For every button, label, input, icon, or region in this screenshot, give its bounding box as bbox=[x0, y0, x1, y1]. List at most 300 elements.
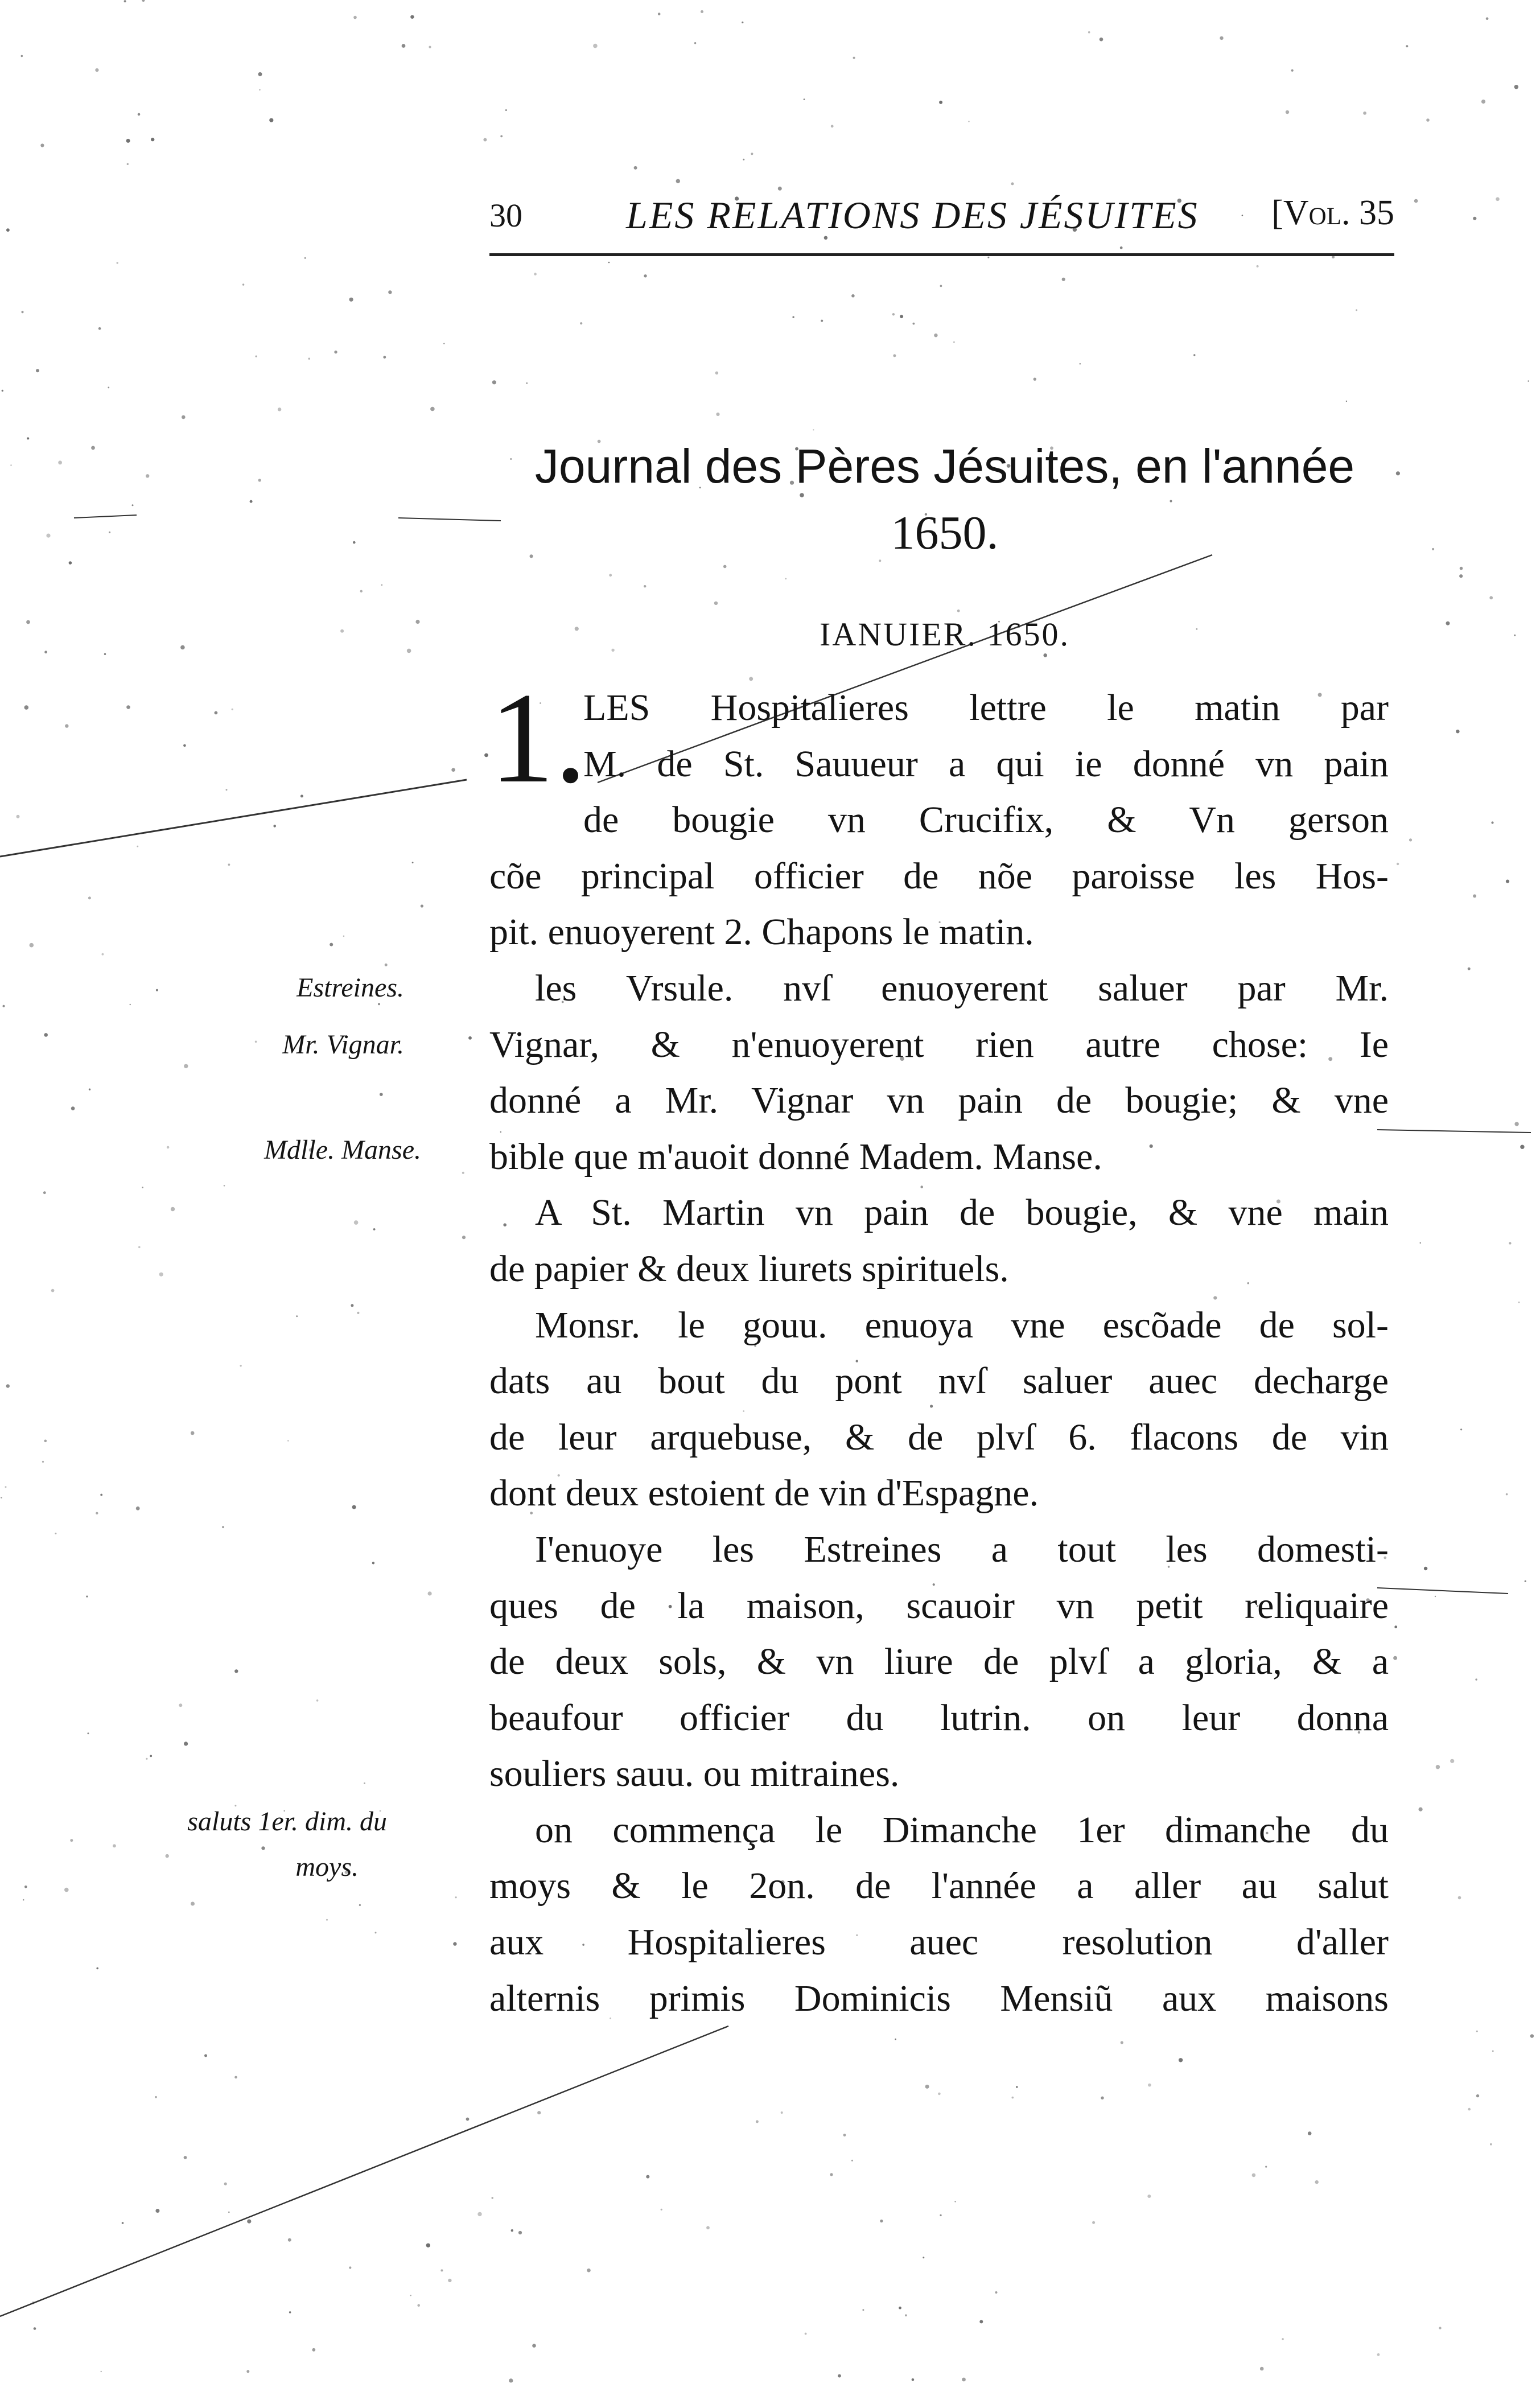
scan-speck bbox=[608, 262, 610, 264]
scan-speck bbox=[124, 0, 126, 2]
scan-speck bbox=[184, 1064, 188, 1068]
scan-speck bbox=[1346, 401, 1347, 402]
scan-speck bbox=[440, 2269, 443, 2271]
scan-speck bbox=[580, 322, 582, 324]
scan-speck bbox=[905, 2314, 907, 2316]
scan-speck bbox=[234, 1669, 238, 1673]
scan-stroke bbox=[398, 518, 501, 521]
body-line: A St. Martin vn pain de bougie, & vne main bbox=[535, 1192, 1389, 1234]
scan-speck bbox=[417, 2304, 420, 2307]
scan-speck bbox=[132, 504, 134, 506]
scan-speck bbox=[1435, 1596, 1436, 1597]
scan-speck bbox=[587, 2269, 591, 2273]
scan-speck bbox=[1080, 363, 1081, 365]
scan-speck bbox=[1396, 471, 1400, 475]
scan-speck bbox=[101, 2371, 102, 2372]
scan-speck bbox=[184, 2156, 187, 2159]
scan-speck bbox=[1420, 1242, 1421, 1244]
scan-speck bbox=[64, 1888, 69, 1892]
scan-speck bbox=[1363, 112, 1366, 115]
scan-speck bbox=[1446, 621, 1450, 625]
scan-speck bbox=[109, 532, 110, 533]
scan-speck bbox=[10, 464, 12, 466]
scan-speck bbox=[1101, 2097, 1103, 2100]
month-label: IANUIER. 1650. bbox=[820, 616, 1070, 653]
scan-speck bbox=[1426, 118, 1430, 122]
scan-speck bbox=[288, 2238, 291, 2242]
scan-speck bbox=[1473, 217, 1476, 220]
scan-speck bbox=[55, 1533, 56, 1534]
scan-speck bbox=[228, 863, 230, 866]
scan-speck bbox=[180, 645, 185, 650]
scan-speck bbox=[953, 341, 955, 343]
scan-speck bbox=[122, 2222, 124, 2224]
scan-speck bbox=[44, 1440, 47, 1443]
scan-speck bbox=[224, 1185, 225, 1187]
scan-speck bbox=[934, 334, 937, 337]
scan-speck bbox=[1481, 100, 1485, 104]
scan-stroke bbox=[1377, 1130, 1531, 1133]
scan-speck bbox=[58, 460, 62, 464]
body-line: alternis primis Dominicis Mensiũ aux maisons bbox=[489, 1977, 1389, 2019]
scan-speck bbox=[899, 2307, 901, 2310]
scan-speck bbox=[1439, 2327, 1441, 2329]
scan-speck bbox=[1509, 1242, 1511, 1244]
scan-speck bbox=[1491, 821, 1493, 824]
body-line: donné a Mr. Vignar vn pain de bougie; & vne bbox=[489, 1080, 1389, 1122]
scan-speck bbox=[1409, 838, 1412, 841]
scan-speck bbox=[1100, 38, 1103, 42]
scan-speck bbox=[518, 2231, 522, 2234]
scan-speck bbox=[95, 68, 98, 72]
scan-speck bbox=[1394, 1625, 1397, 1628]
scan-speck bbox=[258, 479, 261, 481]
scan-speck bbox=[146, 1758, 147, 1760]
scan-speck bbox=[1043, 653, 1047, 657]
journal-heading bbox=[501, 433, 1389, 567]
scan-speck bbox=[1121, 2041, 1123, 2044]
scan-speck bbox=[24, 1886, 27, 1888]
scan-speck bbox=[215, 711, 218, 715]
scan-speck bbox=[843, 2134, 846, 2136]
scan-speck bbox=[1265, 2166, 1267, 2168]
scan-speck bbox=[108, 387, 109, 389]
page-number: 30 bbox=[489, 197, 522, 234]
scan-speck bbox=[98, 327, 101, 330]
scan-stroke bbox=[74, 515, 137, 518]
scan-speck bbox=[224, 2183, 227, 2185]
scan-speck bbox=[1286, 110, 1289, 114]
body-line: de papier & deux liurets spirituels. bbox=[489, 1248, 1009, 1290]
scan-speck bbox=[1424, 1567, 1427, 1570]
scan-speck bbox=[831, 125, 834, 127]
scan-speck bbox=[821, 320, 823, 322]
scan-speck bbox=[979, 2320, 983, 2323]
scan-speck bbox=[511, 2229, 513, 2232]
scan-speck bbox=[117, 262, 118, 264]
scan-speck bbox=[375, 1932, 377, 1933]
scan-speck bbox=[191, 1902, 195, 1906]
scan-speck bbox=[182, 415, 186, 419]
scan-speck bbox=[1476, 2094, 1479, 2097]
scan-speck bbox=[410, 2295, 411, 2296]
month-heading bbox=[501, 615, 1389, 654]
scan-speck bbox=[743, 159, 744, 160]
scan-speck bbox=[1282, 2338, 1283, 2340]
scan-speck bbox=[716, 413, 719, 416]
scan-speck bbox=[792, 316, 794, 318]
scan-speck bbox=[142, 0, 145, 2]
scan-speck bbox=[5, 1486, 7, 1488]
body-line: I'enuoye les Estreines a tout les domesti- bbox=[535, 1528, 1389, 1570]
scan-speck bbox=[44, 1033, 48, 1037]
scan-speck bbox=[430, 407, 435, 411]
scan-speck bbox=[658, 13, 661, 15]
scan-speck bbox=[127, 163, 129, 165]
scan-speck bbox=[65, 724, 68, 727]
scan-speck bbox=[353, 541, 356, 544]
scan-speck bbox=[1393, 1656, 1397, 1660]
scan-speck bbox=[1033, 378, 1036, 381]
body-line: les Vrsule. nvſ enuoyerent saluer par Mr. bbox=[535, 967, 1389, 1009]
scan-speck bbox=[130, 1004, 131, 1005]
scan-speck bbox=[492, 2197, 493, 2199]
scan-speck bbox=[247, 2220, 251, 2224]
scan-speck bbox=[938, 2093, 941, 2096]
margin-note-vignar: Mr. Vignar. bbox=[282, 1030, 404, 1060]
scan-speck bbox=[100, 1494, 102, 1496]
scan-stroke bbox=[0, 780, 467, 857]
scan-speck bbox=[1468, 968, 1471, 970]
scan-speck bbox=[509, 2378, 513, 2382]
scan-speck bbox=[526, 382, 528, 384]
body-line: de bougie vn Crucifix, & Vn gerson bbox=[583, 799, 1389, 841]
scan-speck bbox=[892, 313, 895, 315]
scan-speck bbox=[30, 943, 34, 948]
scan-speck bbox=[40, 143, 44, 147]
scan-speck bbox=[44, 651, 47, 653]
scan-speck bbox=[138, 113, 141, 116]
scan-speck bbox=[360, 590, 363, 592]
scan-speck bbox=[102, 953, 104, 956]
scan-speck bbox=[70, 1839, 73, 1842]
heading-title: Journal des Pères Jésuites, en l'année bbox=[534, 439, 1355, 493]
scan-speck bbox=[1291, 69, 1294, 72]
scan-speck bbox=[987, 257, 989, 258]
scan-speck bbox=[383, 356, 386, 359]
body-line: souliers sauu. ou mitraines. bbox=[489, 1753, 900, 1795]
scan-speck bbox=[289, 2311, 291, 2313]
scan-speck bbox=[1016, 2086, 1018, 2088]
scan-speck bbox=[453, 1942, 456, 1945]
scan-speck bbox=[258, 72, 262, 76]
scan-speck bbox=[694, 42, 696, 44]
scan-speck bbox=[925, 2085, 929, 2089]
scan-speck bbox=[126, 705, 130, 709]
scan-speck bbox=[1406, 45, 1408, 47]
body-line: cõe principal officier de nõe paroisse les Hos- bbox=[489, 855, 1389, 897]
scan-speck bbox=[136, 1506, 140, 1510]
scan-speck bbox=[462, 1236, 466, 1239]
scan-speck bbox=[634, 166, 637, 170]
scan-speck bbox=[69, 561, 72, 565]
scan-speck bbox=[940, 2214, 941, 2216]
scan-speck bbox=[1456, 730, 1459, 733]
body-line: Vignar, & n'enuoyerent rien autre chose: Ie bbox=[489, 1023, 1389, 1065]
scan-speck bbox=[426, 2243, 430, 2247]
scan-speck bbox=[900, 315, 903, 318]
scan-speck bbox=[6, 1384, 10, 1388]
scan-speck bbox=[880, 2220, 883, 2222]
scan-speck bbox=[781, 2111, 783, 2114]
scan-speck bbox=[954, 2201, 956, 2203]
scan-speck bbox=[1514, 635, 1516, 636]
scan-speck bbox=[88, 896, 91, 899]
scan-speck bbox=[484, 754, 488, 758]
body-line: on commença le Dimanche 1er dimanche du bbox=[535, 1809, 1389, 1851]
scan-speck bbox=[228, 2212, 230, 2213]
scan-speck bbox=[138, 1246, 141, 1249]
margin-note-saluts: saluts 1er. dim. du bbox=[187, 1806, 387, 1837]
margin-note-manse: Mdlle. Manse. bbox=[264, 1135, 421, 1165]
scan-speck bbox=[968, 121, 969, 122]
scan-speck bbox=[296, 1315, 298, 1317]
scan-speck bbox=[359, 1904, 361, 1906]
scan-speck bbox=[778, 187, 782, 191]
scan-speck bbox=[1011, 182, 1014, 185]
scan-speck bbox=[234, 2076, 237, 2079]
scan-speck bbox=[1475, 1678, 1477, 1680]
scan-speck bbox=[676, 179, 680, 183]
scan-speck bbox=[179, 1703, 182, 1707]
scan-speck bbox=[455, 1896, 457, 1898]
body-line: de deux sols, & vn liure de plvſ a gloria, & a bbox=[489, 1641, 1389, 1683]
scan-speck bbox=[830, 2173, 833, 2176]
body-line: dont deux estoient de vin d'Espagne. bbox=[489, 1472, 1039, 1514]
scan-stroke bbox=[1377, 1588, 1508, 1594]
scan-speck bbox=[534, 273, 537, 275]
scan-speck bbox=[22, 311, 24, 313]
scan-speck bbox=[113, 1844, 116, 1847]
scan-speck bbox=[1414, 199, 1418, 203]
scan-speck bbox=[1419, 1808, 1423, 1812]
scan-speck bbox=[646, 2175, 649, 2179]
scan-speck bbox=[278, 407, 281, 411]
scan-speck bbox=[505, 109, 507, 111]
scan-speck bbox=[349, 298, 353, 302]
scan-speck bbox=[1252, 2173, 1256, 2177]
scan-speck bbox=[756, 2120, 759, 2123]
running-head bbox=[489, 191, 1394, 256]
scan-speck bbox=[715, 372, 719, 375]
scan-speck bbox=[407, 649, 411, 653]
scan-speck bbox=[1486, 17, 1489, 20]
scan-speck bbox=[222, 1526, 224, 1528]
scan-speck bbox=[862, 2309, 864, 2311]
scan-speck bbox=[644, 585, 646, 587]
scan-speck bbox=[412, 862, 414, 863]
scan-stroke bbox=[0, 2026, 728, 2316]
scan-speck bbox=[1514, 85, 1518, 89]
scan-speck bbox=[246, 2370, 249, 2373]
scan-speck bbox=[1356, 309, 1357, 311]
scan-speck bbox=[351, 1304, 353, 1307]
scan-speck bbox=[156, 989, 158, 991]
scan-speck bbox=[2, 390, 3, 392]
scan-speck bbox=[477, 2212, 481, 2216]
scan-speck bbox=[146, 474, 149, 477]
body-line: pit. enuoyerent 2. Chapons le matin. bbox=[489, 911, 1034, 953]
scan-speck bbox=[644, 274, 647, 277]
scan-speck bbox=[851, 2160, 853, 2162]
scan-speck bbox=[89, 1089, 90, 1090]
scan-speck bbox=[151, 138, 154, 141]
scan-speck bbox=[751, 153, 753, 155]
scan-speck bbox=[250, 500, 253, 503]
body-line: beaufour officier du lutrin. on leur donna bbox=[489, 1697, 1389, 1739]
scan-speck bbox=[42, 1461, 44, 1463]
scan-speck bbox=[183, 744, 186, 747]
scan-speck bbox=[27, 437, 29, 439]
scan-speck bbox=[240, 1365, 241, 1366]
scan-speck bbox=[126, 139, 130, 143]
scan-speck bbox=[385, 964, 388, 966]
scan-speck bbox=[269, 118, 273, 122]
scan-speck bbox=[51, 1289, 55, 1292]
scan-speck bbox=[86, 1596, 88, 1598]
scan-speck bbox=[171, 1207, 175, 1211]
scan-speck bbox=[714, 602, 718, 605]
body-line: moys & le 2on. de l'année a aller au salut bbox=[489, 1865, 1389, 1907]
body-line: ques de la maison, scauoir vn petit reliquaire bbox=[489, 1584, 1389, 1627]
scan-speck bbox=[353, 16, 357, 19]
scan-speck bbox=[1496, 197, 1500, 201]
scan-speck bbox=[373, 1228, 376, 1230]
scan-speck bbox=[1315, 2180, 1319, 2184]
scan-speck bbox=[483, 138, 487, 142]
scan-speck bbox=[940, 285, 942, 287]
scan-speck bbox=[330, 943, 333, 946]
scan-speck bbox=[26, 620, 30, 624]
scan-speck bbox=[364, 1782, 365, 1784]
scan-speck bbox=[96, 1967, 98, 1970]
drop-cap: 1. bbox=[489, 666, 587, 810]
scan-speck bbox=[429, 46, 431, 48]
scan-speck bbox=[1492, 2051, 1493, 2052]
scan-speck bbox=[380, 1093, 383, 1096]
scan-speck bbox=[1459, 574, 1463, 578]
scan-speck bbox=[226, 789, 228, 791]
scan-speck bbox=[443, 343, 444, 344]
scan-speck bbox=[1088, 31, 1090, 34]
body-line: dats au bout du pont nvſ saluer auec decharge bbox=[489, 1360, 1389, 1402]
scan-speck bbox=[813, 429, 814, 430]
scan-speck bbox=[87, 1732, 89, 1734]
scan-speck bbox=[1092, 2221, 1095, 2224]
scan-speck bbox=[428, 1591, 432, 1595]
scan-speck bbox=[17, 815, 20, 818]
scan-speck bbox=[1450, 1759, 1454, 1763]
scan-speck bbox=[1062, 278, 1065, 281]
scan-speck bbox=[1436, 1765, 1440, 1769]
scan-speck bbox=[492, 380, 496, 384]
scan-speck bbox=[36, 369, 39, 372]
scan-speck bbox=[1220, 36, 1223, 40]
scan-speck bbox=[410, 15, 414, 19]
scan-speck bbox=[1530, 2034, 1534, 2037]
scan-speck bbox=[1506, 1493, 1508, 1496]
scan-speck bbox=[1460, 1429, 1462, 1430]
scan-speck bbox=[388, 290, 392, 294]
scan-speck bbox=[853, 57, 855, 59]
scan-speck bbox=[150, 1755, 152, 1757]
scan-speck bbox=[895, 2039, 896, 2040]
scan-speck bbox=[923, 2257, 924, 2258]
scan-speck bbox=[1460, 567, 1463, 570]
scan-speck bbox=[805, 2333, 807, 2335]
scan-speck bbox=[1148, 2084, 1151, 2087]
scan-speck bbox=[1147, 2195, 1151, 2198]
scan-speck bbox=[287, 1440, 289, 1441]
scan-speck bbox=[24, 705, 29, 710]
scan-speck bbox=[851, 294, 855, 298]
body-line: de leur arquebuse, & de plvſ 6. flacons de vin bbox=[489, 1416, 1389, 1458]
scan-speck bbox=[104, 653, 106, 655]
scan-speck bbox=[661, 2209, 662, 2210]
scan-speck bbox=[46, 534, 50, 538]
scan-speck bbox=[357, 1312, 359, 1314]
body-line: Monsr. le gouu. enuoya vne escõade de sol- bbox=[535, 1304, 1389, 1346]
scan-speck bbox=[1525, 1580, 1526, 1582]
scan-speck bbox=[1, 1497, 2, 1499]
scan-speck bbox=[91, 446, 95, 450]
scan-speck bbox=[1458, 1896, 1461, 1900]
volume-label: [Vol. 35 bbox=[1271, 194, 1394, 232]
scan-speck bbox=[354, 1220, 359, 1225]
scan-speck bbox=[340, 629, 344, 633]
scan-speck bbox=[1179, 2058, 1183, 2062]
scan-speck bbox=[184, 1742, 188, 1746]
scan-speck bbox=[259, 89, 261, 90]
scan-speck bbox=[804, 98, 805, 100]
margin-note-estreines: Estreines. bbox=[297, 973, 404, 1003]
scan-speck bbox=[1514, 1122, 1518, 1126]
scan-speck bbox=[300, 794, 303, 797]
scan-speck bbox=[913, 323, 915, 325]
scan-speck bbox=[6, 228, 10, 232]
scan-speck bbox=[995, 2291, 998, 2294]
scan-speck bbox=[43, 1191, 46, 1194]
scan-speck bbox=[462, 1172, 464, 1174]
scan-speck bbox=[1432, 548, 1434, 550]
scan-speck bbox=[1377, 2353, 1380, 2356]
running-title: LES RELATIONS DES JÉSUITES bbox=[626, 194, 1199, 237]
scan-speck bbox=[155, 2209, 159, 2213]
scan-speck bbox=[1308, 2131, 1312, 2135]
scan-speck bbox=[372, 1562, 374, 1564]
scan-speck bbox=[316, 1699, 319, 1702]
scan-speck bbox=[34, 2327, 36, 2330]
scan-speck bbox=[381, 584, 383, 586]
scan-speck bbox=[466, 2118, 470, 2121]
body-line: M. de St. Sauueur a qui ie donné vn pain bbox=[583, 743, 1389, 785]
scan-speck bbox=[893, 354, 896, 357]
scan-speck bbox=[349, 2266, 351, 2269]
scan-speck bbox=[256, 356, 257, 357]
scan-speck bbox=[939, 101, 942, 104]
scan-speck bbox=[191, 1431, 195, 1435]
scan-speck bbox=[1518, 1302, 1520, 1303]
